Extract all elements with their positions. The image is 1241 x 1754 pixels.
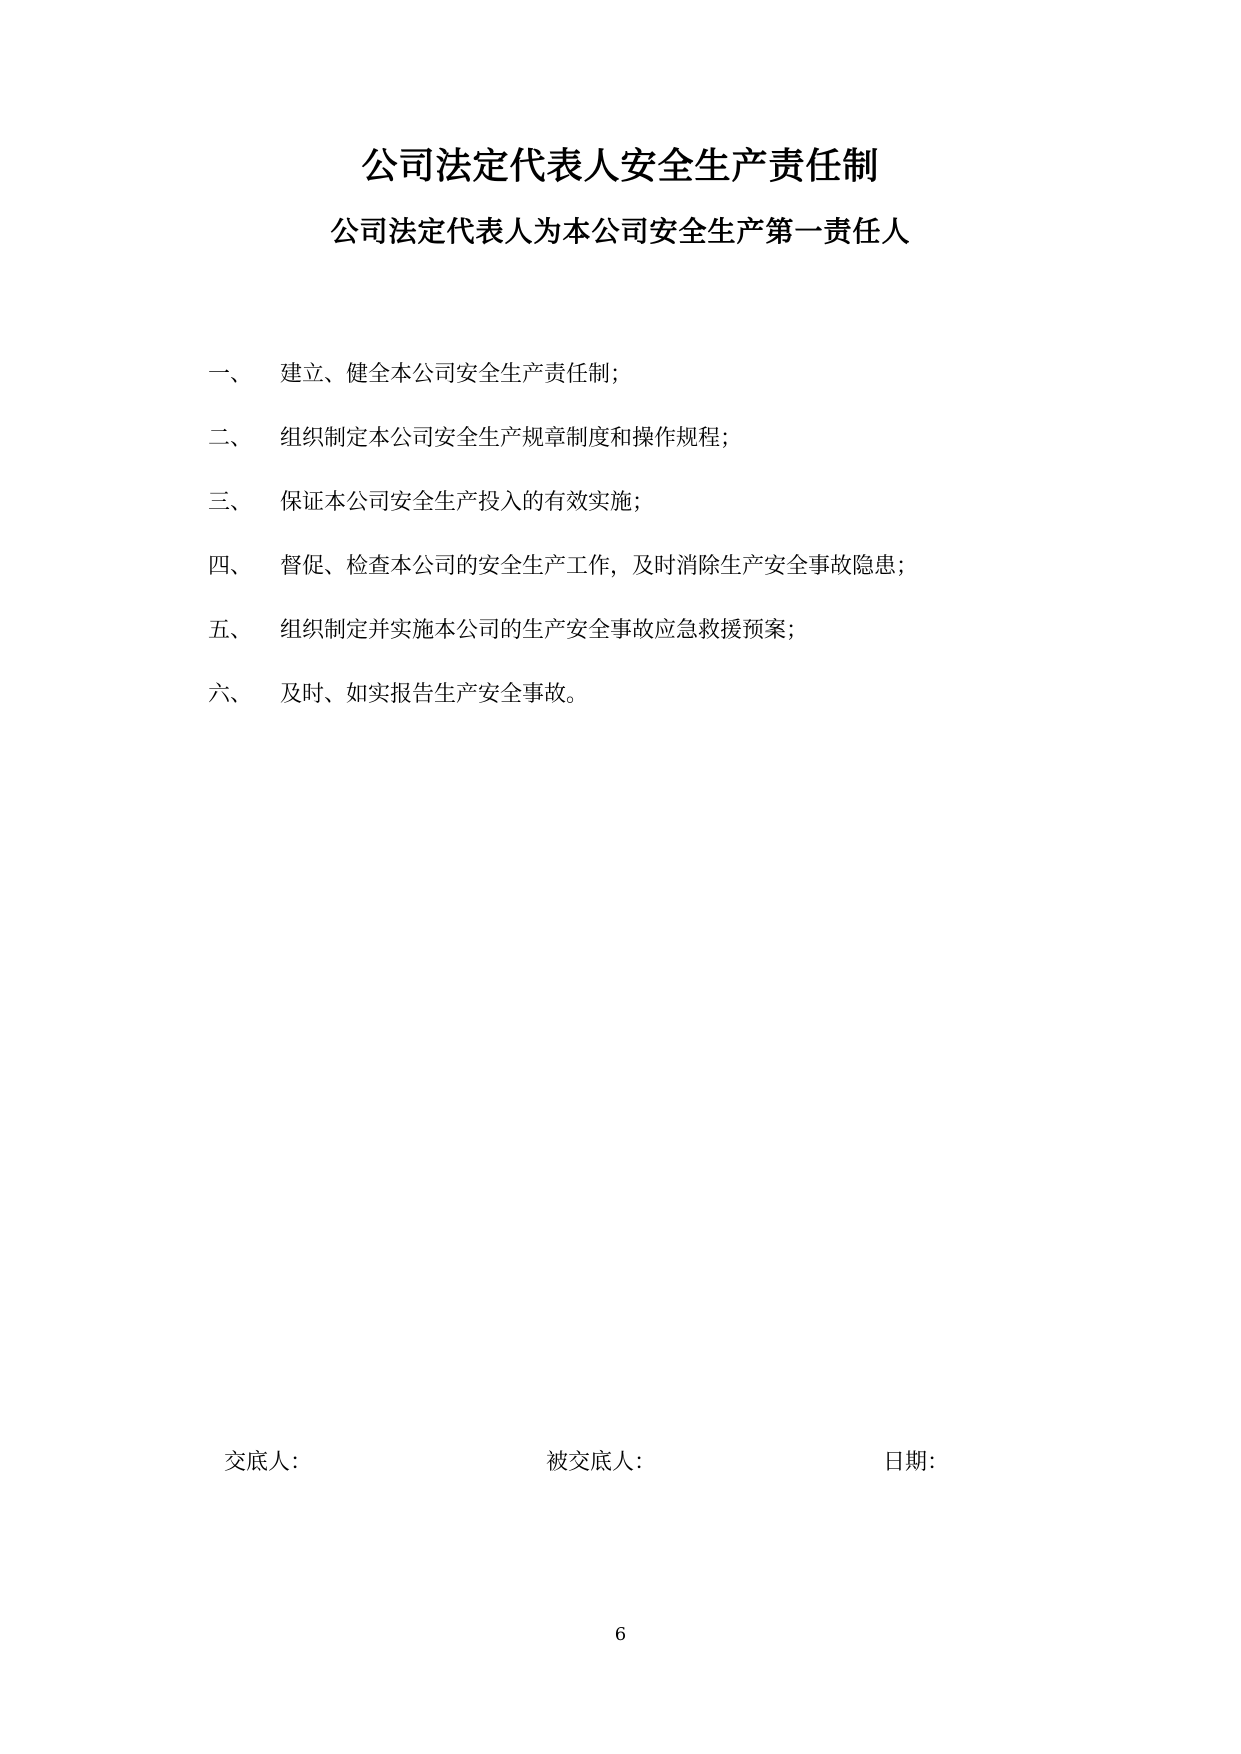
item-text: 督促、检查本公司的安全生产工作，及时消除生产安全事故隐患； [280,554,919,579]
list-item [208,599,1108,663]
list-item [208,663,1108,727]
document-title: 公司法定代表人安全生产责任制 [361,146,880,187]
list-item [208,535,1108,599]
item-number: 四、 [208,554,253,579]
item-text: 及时、如实报告生产安全事故。 [280,682,589,707]
item-text: 建立、健全本公司安全生产责任制； [280,362,633,387]
receiver-signature-label: 被交底人： [546,1450,657,1475]
item-number: 二、 [208,426,253,451]
item-text: 组织制定并实施本公司的生产安全事故应急救援预案； [280,618,809,643]
date-label: 日期： [883,1450,950,1475]
item-number: 六、 [208,682,253,707]
list-item [208,471,1108,535]
list-item [208,343,1108,407]
page-number: 6 [614,1624,627,1645]
document-subtitle: 公司法定代表人为本公司安全生产第一责任人 [330,215,911,248]
item-number: 三、 [208,490,253,515]
responsibility-list [208,343,1108,727]
presenter-signature-label: 交底人： [224,1450,313,1475]
item-text: 保证本公司安全生产投入的有效实施； [280,490,655,515]
item-text: 组织制定本公司安全生产规章制度和操作规程； [280,426,743,451]
item-number: 五、 [208,618,253,643]
list-item [208,407,1108,471]
item-number: 一、 [208,362,253,387]
